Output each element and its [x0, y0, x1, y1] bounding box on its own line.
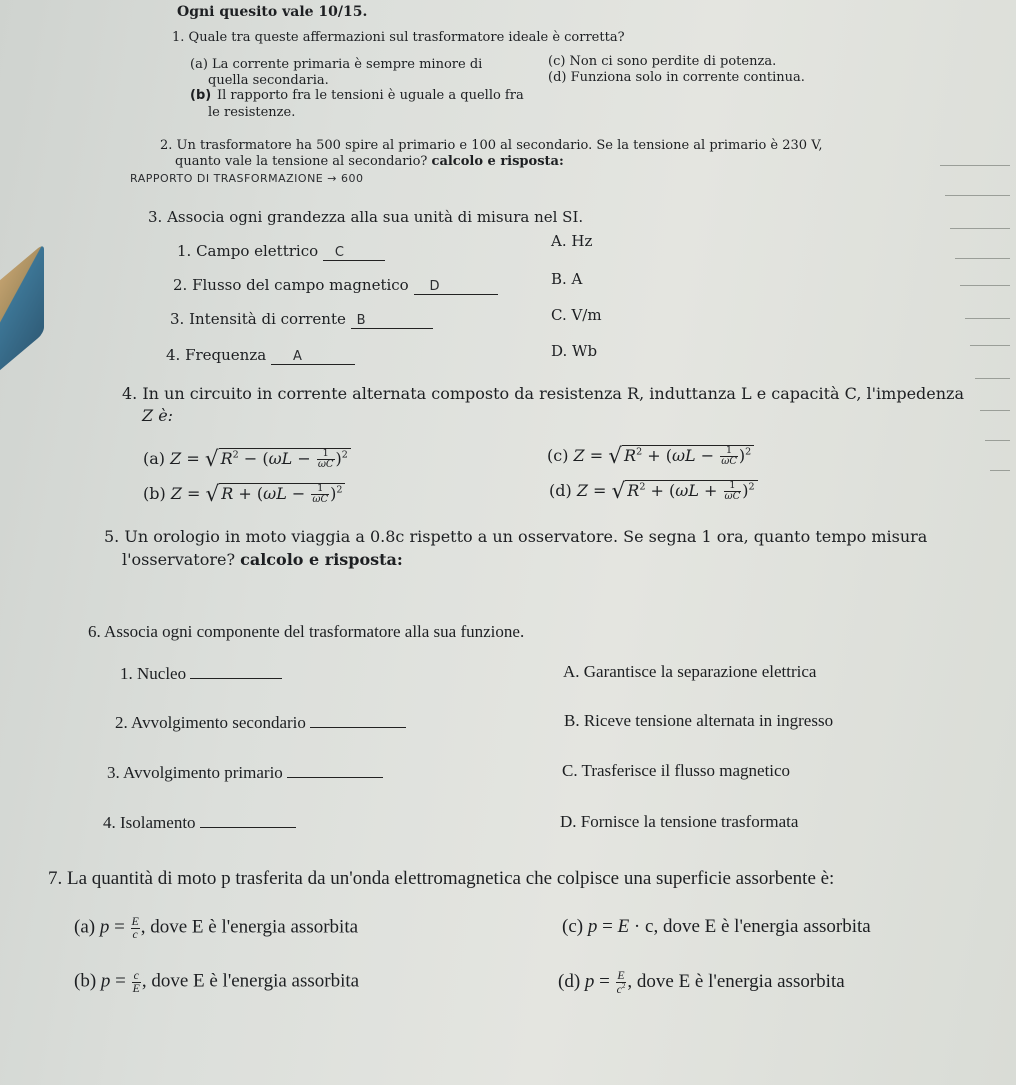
q7-option-d-text: , dove E è l'energia assorbita	[627, 971, 845, 993]
pen-tip	[0, 243, 44, 387]
q6-answer-blank[interactable]	[310, 727, 406, 728]
q3-item-label: 3. Intensità di corrente	[170, 310, 346, 328]
q2-line1: 2. Un trasformatore ha 500 spire al primario e 100 al secondario. Se la tensione al primario è 230 V,	[160, 138, 823, 153]
q4-option-c: (c) Z = √ $R^2 + (\omega L$ − $\frac{1}{\omega C}$ )$^2$	[547, 444, 754, 469]
q1-option-d: (d) Funziona solo in corrente continua.	[548, 70, 805, 85]
q6-function-a: A. Garantisce la separazione elettrica	[563, 662, 817, 681]
q7-option-b-label: (b)	[74, 970, 97, 992]
q2-line2-bold: calcolo e risposta:	[431, 154, 564, 169]
q6-component-label: 4. Isolamento	[103, 813, 196, 832]
q4-option-d-label: (d)	[549, 481, 572, 500]
q3-answer: B	[356, 313, 367, 328]
q6-function-b: B. Riceve tensione alternata in ingresso	[564, 711, 834, 730]
q5-line2	[122, 550, 403, 569]
ruled-line	[955, 258, 1010, 259]
q1-option-c: (c) Non ci sono perdite di potenza.	[548, 54, 777, 69]
q4-line1: 4. In un circuito in corrente alternata composto da resistenza R, induttanza L e capacità C, l'impedenza	[122, 384, 965, 403]
q6-component-1	[120, 664, 282, 684]
q3-answer-blank[interactable]	[323, 242, 385, 261]
q4-option-d: (d) Z = √ $R^2 + (\omega L$ + $\frac{1}{\omega C}$ )$^2$	[549, 479, 758, 504]
q6-component-3	[107, 763, 383, 783]
q3-unit-d: D. Wb	[551, 342, 598, 360]
q4-option-c-label: (c)	[547, 446, 569, 465]
q7-option-a-label: (a)	[74, 916, 96, 938]
ruled-line	[940, 165, 1010, 166]
q6-question: 6. Associa ogni componente del trasformatore alla sua funzione.	[88, 622, 525, 641]
q5-line1: 5. Un orologio in moto viaggia a 0.8c rispetto a un osservatore. Se segna 1 ora, quanto tempo misura	[104, 527, 928, 546]
q3-item-label: 2. Flusso del campo magnetico	[173, 276, 409, 294]
q1-option-a-line1: (a) La corrente primaria è sempre minore di	[190, 57, 483, 72]
q2-line2-text: quanto vale la tensione al secondario?	[175, 154, 432, 169]
q3-unit-c: C. V/m	[551, 306, 602, 324]
q6-component-label: 2. Avvolgimento secondario	[115, 713, 306, 732]
ruled-line	[990, 470, 1010, 471]
q5-line2-bold: calcolo e risposta:	[240, 550, 403, 569]
q7-option-c-label: (c)	[562, 916, 584, 937]
q3-item-label: 4. Frequenza	[166, 346, 267, 364]
q3-item-1	[177, 242, 385, 261]
q3-item-3	[170, 310, 433, 329]
q3-answer: D	[429, 279, 441, 294]
q7-option-b-text: , dove E è l'energia assorbita	[141, 970, 360, 992]
q7-option-b: (b) p = $\frac{c}{E}$ , dove E è l'energia assorbita	[74, 969, 360, 995]
ruled-line	[945, 195, 1010, 196]
ruled-line	[965, 318, 1010, 319]
q4-option-b-label: (b)	[143, 484, 166, 503]
q4-option-a-label: (a)	[143, 449, 166, 468]
q4-option-a: (a) Z = √ $R^2 - (\omega L$ − $\frac{1}{\omega C}$ )$^2$	[143, 447, 351, 472]
q6-component-label: 1. Nucleo	[120, 664, 187, 683]
q7-option-c: (c) p = E · c, dove E è l'energia assorbita	[562, 916, 871, 937]
q7-option-a: (a) p = $\frac{E}{c}$ , dove E è l'energia assorbita	[74, 915, 359, 941]
ruled-line	[980, 410, 1010, 411]
q3-question: 3. Associa ogni grandezza alla sua unità di misura nel SI.	[148, 208, 584, 226]
q3-item-4	[166, 346, 355, 365]
q1-option-a-line2: quella secondaria.	[208, 73, 329, 88]
q3-answer: C	[334, 245, 345, 260]
ruled-line	[950, 228, 1010, 229]
q6-answer-blank[interactable]	[190, 678, 282, 679]
q3-unit-a: A. Hz	[551, 232, 593, 250]
q6-answer-blank[interactable]	[200, 827, 296, 828]
q6-function-d: D. Fornisce la tensione trasformata	[560, 812, 799, 831]
q1-option-b-line2: le resistenze.	[208, 105, 296, 120]
q4-line2: Z è:	[142, 406, 174, 425]
q3-answer: A	[292, 349, 303, 364]
q1-option-b-line1: Il rapporto fra le tensioni è uguale a quello fra	[217, 88, 524, 103]
q7-option-d: (d) p = $\frac{E}{c^2}$ , dove E è l'energia assorbita	[558, 969, 845, 996]
q7-option-a-text: , dove E è l'energia assorbita	[140, 916, 359, 938]
q3-item-2	[173, 276, 498, 295]
q3-item-label: 1. Campo elettrico	[177, 242, 319, 260]
ruled-line	[985, 440, 1010, 441]
q7-option-c-text: , dove E è l'energia assorbita	[653, 916, 871, 937]
q2-handwritten-answer: RAPPORTO DI TRASFORMAZIONE → 600	[130, 172, 364, 185]
q6-component-2	[115, 713, 406, 733]
q1-question: 1. Quale tra queste affermazioni sul trasformatore ideale è corretta?	[172, 30, 625, 45]
q7-option-d-label: (d)	[558, 971, 581, 993]
page-header: Ogni quesito vale 10/15.	[177, 4, 368, 20]
q3-unit-b: B. A	[551, 270, 583, 288]
q3-answer-blank[interactable]	[351, 310, 433, 329]
q6-component-4	[103, 813, 296, 833]
q3-answer-blank[interactable]	[414, 276, 498, 295]
q3-answer-blank[interactable]	[271, 346, 355, 365]
q6-component-label: 3. Avvolgimento primario	[107, 763, 283, 782]
q4-option-b: (b) Z = √ R + (ωL − $\frac{1}{\omega C}$ )$^2$	[143, 482, 345, 507]
q2-line2	[175, 154, 564, 169]
ruled-line	[975, 378, 1010, 379]
ruled-line	[970, 345, 1010, 346]
q7-question: 7. La quantità di moto p trasferita da un'onda elettromagnetica che colpisce una superficie assorbente è:	[48, 868, 835, 889]
q1-option-b-marker: (b)	[190, 88, 212, 103]
q5-line2-text: l'osservatore?	[122, 550, 241, 569]
q6-function-c: C. Trasferisce il flusso magnetico	[562, 761, 791, 780]
ruled-line	[960, 285, 1010, 286]
q6-answer-blank[interactable]	[287, 777, 383, 778]
